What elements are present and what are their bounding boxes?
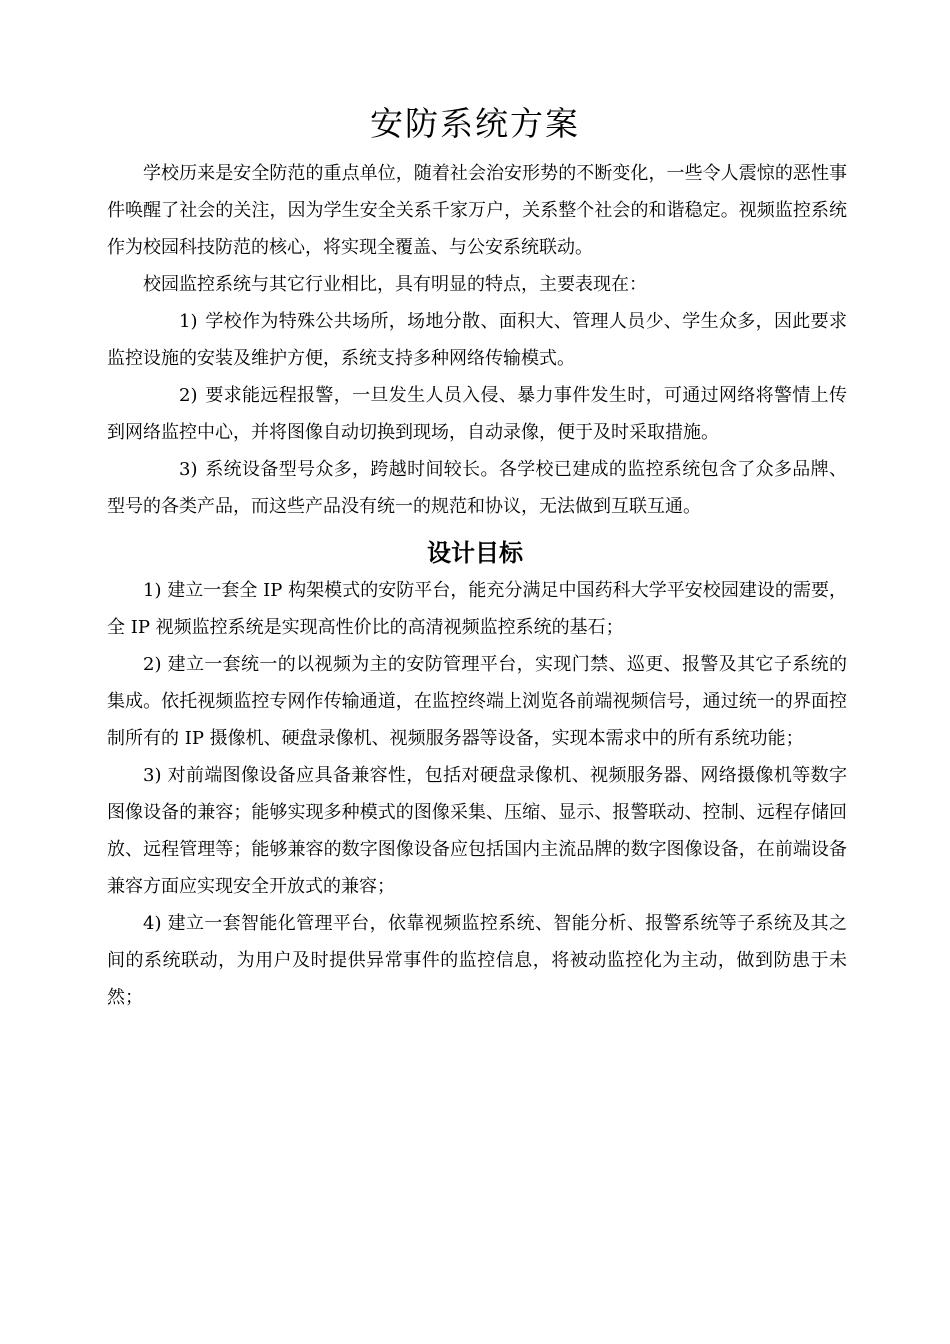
feature-text: 系统设备型号众多，跨越时间较长。各学校已建成的监控系统包含了众多品牌、型号的各类产品，而这些产品没有统一的规范和协议，无法做到互联互通。 — [107, 459, 847, 517]
feature-text: 学校作为特殊公共场所，场地分散、面积大、管理人员少、学生众多，因此要求监控设施的安装及维护方便，系统支持多种网络传输模式。 — [107, 311, 847, 369]
feature-item — [107, 303, 847, 377]
feature-item — [107, 377, 847, 451]
goal-paragraph: 3) 对前端图像设备应具备兼容性，包括对硬盘录像机、视频服务器、网络摄像机等数字图像设备的兼容；能够实现多种模式的图像采集、压缩、显示、报警联动、控制、远程存储回放、远程管理等；能够兼容的数字图像设备应包括国内主流品牌的数字图像设备，在前端设备兼容方面应实现安全开放式的兼容； — [107, 765, 847, 897]
intro-paragraph: 学校历来是安全防范的重点单位，随着社会治安形势的不断变化，一些令人震惊的恶性事件唤醒了社会的关注，因为学生安全关系千家万户，关系整个社会的和谐稳定。视频监控系统作为校园科技防范的核心，将实现全覆盖、与公安系统联动。 — [107, 163, 847, 258]
document-title: 安防系统方案 — [370, 104, 580, 143]
goal-paragraph: 4) 建立一套智能化管理平台，依靠视频监控系统、智能分析、报警系统等子系统及其之间的系统联动，为用户及时提供异常事件的监控信息，将被动监控化为主动，做到防患于未然； — [107, 913, 847, 1008]
feature-text: 要求能远程报警，一旦发生人员入侵、暴力事件发生时，可通过网络将警情上传到网络监控中心，并将图像自动切换到现场，自动录像，便于及时采取措施。 — [107, 385, 847, 443]
intro-paragraph: 校园监控系统与其它行业相比，具有明显的特点，主要表现在： — [143, 274, 647, 295]
goal-paragraph: 1) 建立一套全 IP 构架模式的安防平台，能充分满足中国药科大学平安校园建设的需要，全 IP 视频监控系统是实现高性价比的高清视频监控系统的基石； — [107, 580, 847, 638]
intro-section — [107, 155, 847, 525]
section-heading: 设计目标 — [427, 539, 523, 567]
goal-paragraph: 2) 建立一套统一的以视频为主的安防管理平台，实现门禁、巡更、报警及其它子系统的集成。依托视频监控专网作传输通道，在监控终端上浏览各前端视频信号，通过统一的界面控制所有的 IP 摄像机、硬盘录像机、视频服务器等设备，实现本需求中的所有系统功能； — [107, 654, 847, 749]
feature-item — [107, 451, 847, 525]
feature-number: 3) — [179, 459, 198, 480]
goals-section — [107, 572, 847, 1016]
feature-number: 1) — [179, 311, 198, 332]
feature-number: 2) — [179, 385, 198, 406]
